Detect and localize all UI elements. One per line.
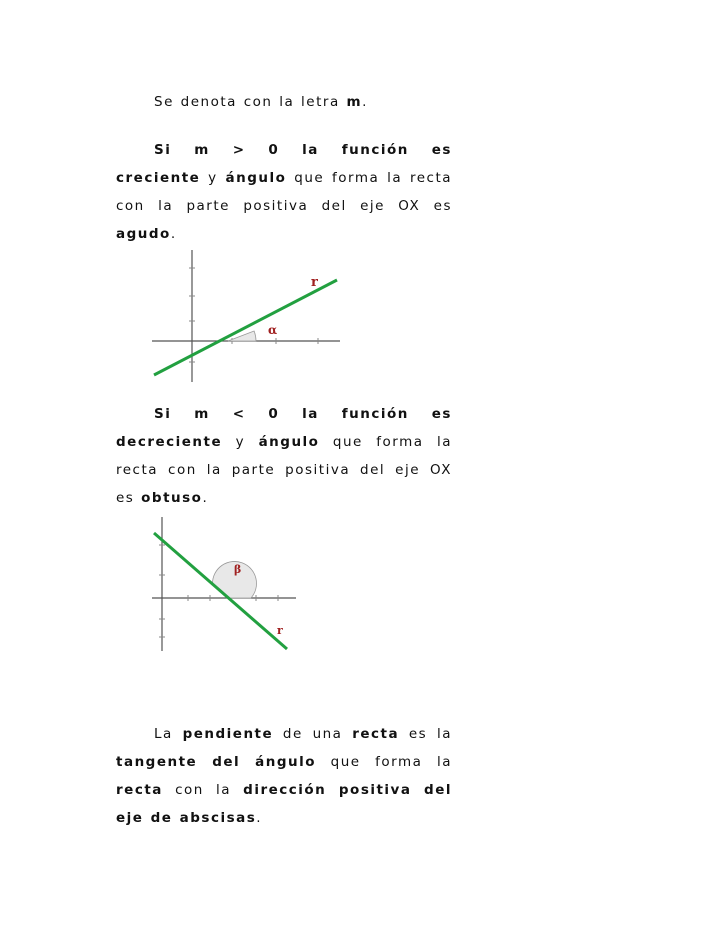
- word: la: [302, 406, 319, 422]
- figure-obtuse-angle: [148, 515, 308, 655]
- line-r: [154, 280, 337, 375]
- line-label: r: [277, 624, 283, 637]
- word: m: [194, 406, 210, 422]
- word: 0: [268, 406, 280, 422]
- word: la: [302, 142, 319, 158]
- text: .: [256, 810, 263, 826]
- paragraph-first-line: [116, 400, 452, 428]
- keyword-agudo: agudo: [116, 226, 171, 242]
- text: que forma la: [316, 754, 452, 770]
- keyword-obtuso: obtuso: [141, 490, 203, 506]
- keyword-angulo: ángulo: [258, 434, 320, 450]
- keyword-recta: recta: [116, 782, 163, 798]
- line-label: r: [311, 275, 318, 290]
- word: <: [232, 406, 246, 422]
- keyword-angulo: ángulo: [225, 170, 287, 186]
- figure-acute-angle: [148, 244, 348, 384]
- word: función: [341, 406, 409, 422]
- word: y: [208, 170, 218, 186]
- paragraph-m-negative: [116, 400, 452, 512]
- text: con la: [162, 782, 244, 798]
- intro-paragraph: [116, 88, 452, 116]
- paragraph-m-positive: [116, 136, 452, 248]
- paragraph-body: [116, 428, 452, 512]
- body-text: que forma la recta con la parte positiva del eje OX es: [116, 170, 453, 214]
- word: y: [235, 434, 246, 450]
- body-end: .: [170, 226, 177, 242]
- keyword-tangente: tangente del ángulo: [116, 754, 317, 770]
- keyword-pendiente: pendiente: [182, 726, 274, 742]
- word: es: [431, 406, 452, 422]
- intro-letter: m: [346, 94, 363, 110]
- paragraph-body: [116, 164, 452, 248]
- body-end: .: [202, 490, 209, 506]
- text: de una: [273, 726, 353, 742]
- word: >: [232, 142, 246, 158]
- intro-end: .: [362, 94, 368, 110]
- angle-label: α: [268, 323, 278, 337]
- paragraph-slope-definition: [116, 720, 452, 832]
- keyword-decreciente: decreciente: [116, 434, 223, 450]
- word: Si: [154, 142, 172, 158]
- word: es: [431, 142, 452, 158]
- keyword-direccion: dirección positiva del eje de abscisas: [116, 782, 452, 826]
- text: es la: [399, 726, 452, 742]
- text: La: [154, 726, 183, 742]
- word: función: [341, 142, 409, 158]
- keyword-creciente: creciente: [116, 170, 201, 186]
- angle-label: β: [234, 563, 242, 576]
- paragraph-first-line: [116, 136, 452, 164]
- word: 0: [268, 142, 280, 158]
- word: m: [194, 142, 210, 158]
- body-text: que forma la recta con la parte positiva del eje OX es: [116, 434, 453, 506]
- keyword-recta: recta: [352, 726, 400, 742]
- intro-text: Se denota con la letra: [154, 94, 347, 110]
- word: Si: [154, 406, 172, 422]
- line-r: [154, 533, 287, 649]
